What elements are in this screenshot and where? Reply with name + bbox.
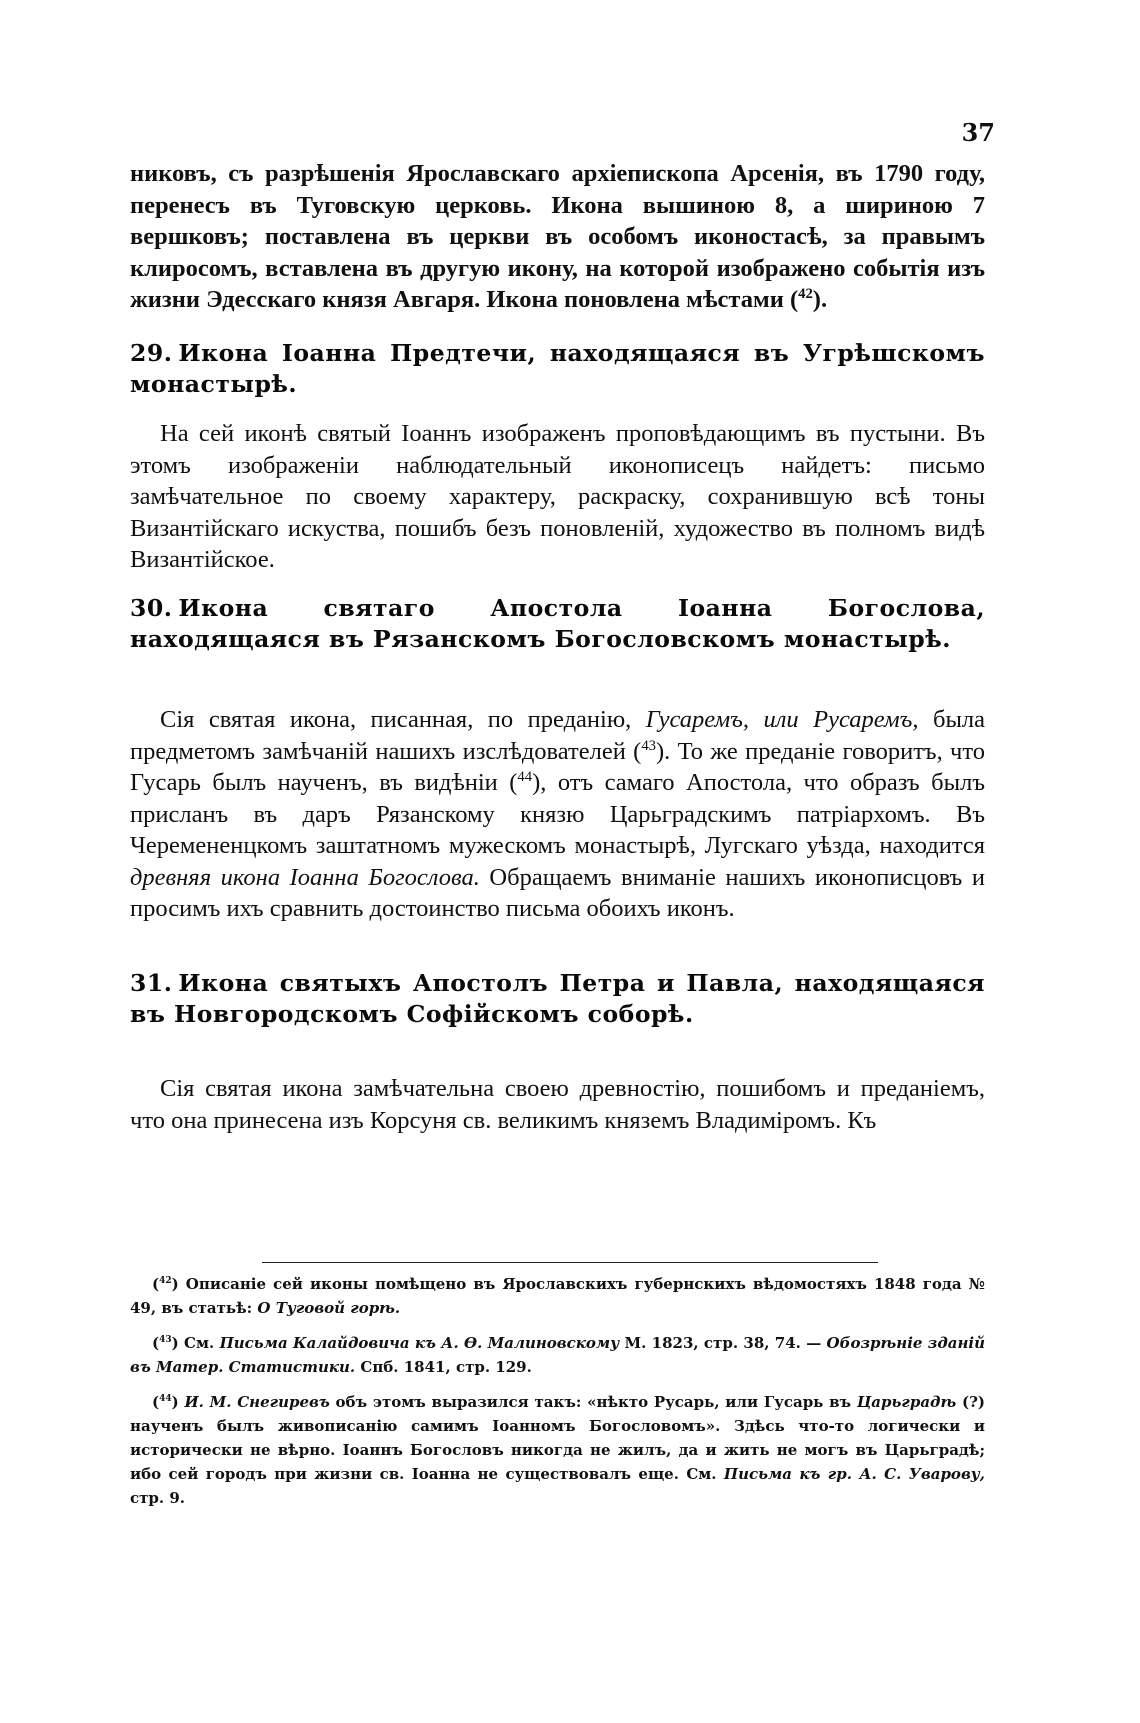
footnote-divider: [262, 1262, 878, 1263]
footnote-43: ($^{43}$) См. Письма Калайдовича къ А. Ѳ. Малиновскому М. 1823, стр. 38, 74. — Обозрѣніе зданій въ Матер. Статистики. Спб. 1841, стр. 129.: [130, 1334, 986, 1376]
section-heading-31: [130, 968, 985, 1030]
section-heading-30: [130, 593, 985, 655]
section-title: Икона святыхъ Апостолъ Петра и Павла, находящаяся въ Новгородскомъ Софійскомъ соборѣ.: [130, 969, 985, 1028]
footnote-ref-43[interactable]: 43: [641, 737, 656, 754]
section-number: 29.: [130, 339, 173, 367]
section-number: 30.: [130, 594, 173, 622]
paragraph-30: Сія святая икона, писанная, по преданію, Гусаремъ, или Русаремъ, была предметомъ замѣчаній нашихъ изслѣдователей ($^{43}$). То же преданіе говоритъ, что Гусарь былъ наученъ, въ видѣніи ($^{44}$), отъ самаго Апостола, что образъ былъ присланъ въ даръ Рязанскому князю Царьградскимъ патріархомъ. Въ Черемененцкомъ заштатномъ мужескомъ монастырѣ, Лугскаго уѣзда, находится древняя икона Іоанна Богослова. Обращаемъ вниманіе нашихъ иконописцовъ и просимъ ихъ сравнить достоинство письма обоихъ иконъ.: [130, 706, 986, 922]
section-heading-29: [130, 338, 985, 400]
paragraph-31: Сія святая икона замѣчательна своею древностію, пошибомъ и преданіемъ, что она принесена изъ Корсуня св. великимъ княземъ Владиміромъ. Къ: [130, 1075, 985, 1134]
paragraph-intro-text: никовъ, съ разрѣшенія Ярославскаго архіепископа Арсенія, въ 1790 году, перенесъ въ Туговскую церковь. Икона вышиною 8, а шириною 7 вершковъ; поставлена въ церкви въ особомъ иконостасѣ, за правымъ клиросомъ, вставлена въ другую икону, на которой изображено событія изъ жизни Эдесскаго князя Авгаря. Икона поновлена мѣстами (: [130, 160, 985, 313]
paragraph-intro: никовъ, съ разрѣшенія Ярославскаго архіепископа Арсенія, въ 1790 году, перенесъ въ Туговскую церковь. Икона вышиною 8, а шириною 7 вершковъ; поставлена въ церкви въ особомъ иконостасѣ, за правымъ клиросомъ, вставлена въ другую икону, на которой изображено событія изъ жизни Эдесскаго князя Авгаря. Икона поновлена мѣстами ($^{42}$).: [130, 160, 985, 313]
section-title: Икона святаго Апостола Іоанна Богослова, находящаяся въ Рязанскомъ Богословскомъ монастырѣ.: [130, 594, 985, 653]
footnote-42: ($^{42}$) Описаніе сей иконы помѣщено въ Ярославскихъ губернскихъ вѣдомостяхъ 1848 года № 49, въ статьѣ: О Туговой горѣ.: [130, 1275, 985, 1317]
section-number: 31.: [130, 969, 173, 997]
footnote-44: ($^{44}$) И. М. Снегиревъ объ этомъ выразился такъ: «нѣкто Русарь, или Гусарь въ Царьградѣ (?) наученъ былъ живописанію самимъ Іоанномъ Богословомъ». Здѣсь что-то логически и исторически не вѣрно. Іоаннъ Богословъ никогда не жилъ, да и жить не могъ въ Царьградѣ; ибо сей городъ при жизни св. Іоанна не существовалъ еще. См. Письма къ гр. А. С. Уварову, стр. 9.: [130, 1393, 985, 1507]
footnote-ref-42[interactable]: 42: [798, 285, 813, 302]
footnote-ref-44[interactable]: 44: [517, 768, 533, 785]
section-title: Икона Іоанна Предтечи, находящаяся въ Угрѣшскомъ монастырѣ.: [130, 339, 985, 398]
paragraph-29: На сей иконѣ святый Іоаннъ изображенъ проповѣдающимъ въ пустыни. Въ этомъ изображеніи наблюдательный иконописецъ найдетъ: письмо замѣчательное по своему характеру, раскраску, сохранившую всѣ тоны Византійскаго искуства, пошибъ безъ поновленій, художество въ полномъ видѣ Византійское.: [130, 420, 985, 573]
page-number: 37: [961, 118, 995, 147]
